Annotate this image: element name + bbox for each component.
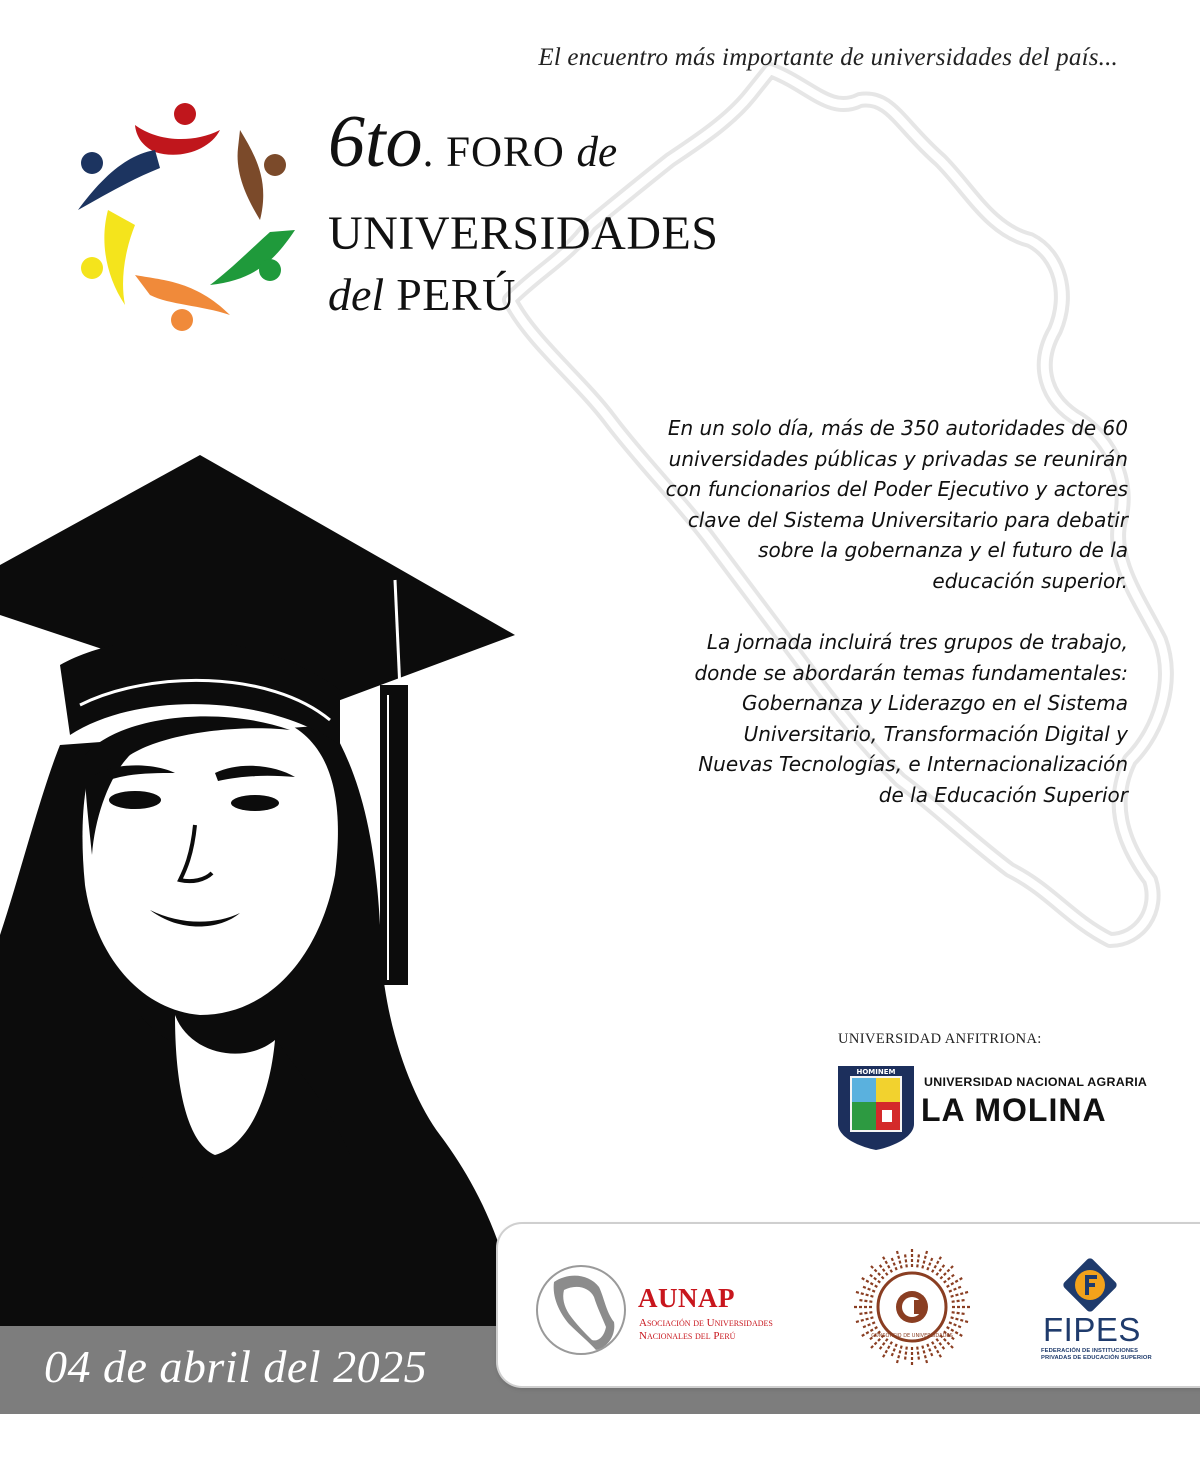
seal-ray <box>858 1312 872 1314</box>
logo-figure-yellow <box>81 210 135 305</box>
text-line: universidades públicas y privadas se reunirán <box>668 446 1128 471</box>
text-line: de la Educación Superior <box>878 782 1128 807</box>
fipes-f-mark-icon <box>1060 1255 1120 1315</box>
description-paragraph-2 <box>608 627 1128 811</box>
tagline: El encuentro más importante de universidades del país... <box>538 44 1118 71</box>
aunap-subtitle-line: Nacionales del Perú <box>639 1330 736 1342</box>
seal-ray <box>922 1249 927 1268</box>
seal-ray <box>952 1300 966 1302</box>
forum-title-line3 <box>328 268 516 321</box>
seal-ray <box>854 1317 873 1322</box>
title-peru: PERÚ <box>384 269 516 320</box>
aunap-emblem-icon <box>534 1262 628 1358</box>
seal-ray <box>936 1264 945 1275</box>
seal-ray <box>896 1346 901 1365</box>
seal-ray <box>936 1339 945 1350</box>
seal-ray <box>951 1317 970 1322</box>
seal-ray <box>949 1322 962 1327</box>
logo-figure-brown <box>238 130 286 220</box>
seal-ray <box>879 1264 888 1275</box>
text-line: Universitario, Transformación Digital y <box>743 721 1128 746</box>
seal-ray <box>944 1274 955 1283</box>
logo-figure-navy <box>78 150 160 210</box>
aunap-subtitle <box>639 1317 773 1343</box>
fipes-subtitle-line: PRIVADAS DE EDUCACIÓN SUPERIOR <box>1041 1355 1152 1361</box>
graduate-illustration <box>0 455 530 1327</box>
title-de: de <box>576 129 618 176</box>
text-line: con funcionarios del Poder Ejecutivo y actores <box>665 477 1128 502</box>
seal-ray <box>869 1274 880 1283</box>
seal-ray <box>862 1286 875 1291</box>
title-del: del <box>328 269 385 320</box>
people-circle-logo-icon <box>70 100 300 335</box>
text-line: En un solo día, más de 350 autoridades de 60 <box>667 416 1128 440</box>
seal-ray <box>896 1249 901 1268</box>
seal-ray <box>949 1286 962 1291</box>
host-university-label: UNIVERSIDAD ANFITRIONA: <box>838 1031 1042 1047</box>
text-line: La jornada incluirá tres grupos de trabajo, <box>706 630 1128 654</box>
seal-ray <box>917 1253 919 1267</box>
seal-ray <box>927 1344 932 1357</box>
crest-text: HOMINEM <box>856 1068 896 1076</box>
forum-title-line1 <box>328 100 617 185</box>
fipes-name: FIPES <box>1043 1311 1141 1348</box>
logo-figure-red <box>135 103 220 155</box>
text-line: educación superior. <box>932 568 1128 593</box>
consorcio-text: CONSORCIO DE UNIVERSIDADES <box>871 1333 953 1339</box>
text-line: donde se abordarán temas fundamentales: <box>694 660 1128 685</box>
title-ordinal: 6to <box>328 101 423 183</box>
forum-title-line2: UNIVERSIDADES <box>328 207 719 260</box>
seal-ray <box>858 1300 872 1302</box>
university-crest-icon <box>836 1064 916 1152</box>
text-line: Nuevas Tecnologías, e Internacionalización <box>698 752 1128 777</box>
fipes-subtitle-line: FEDERACIÓN DE INSTITUCIONES <box>1041 1348 1139 1354</box>
host-university-name: LA MOLINA <box>921 1092 1107 1128</box>
fipes-subtitle <box>1041 1348 1152 1362</box>
text-line: Gobernanza y Liderazgo en el Sistema <box>742 691 1128 716</box>
seal-ray <box>891 1257 896 1270</box>
event-date: 04 de abril del 2025 <box>44 1341 428 1392</box>
seal-ray <box>905 1253 907 1267</box>
seal-ray <box>891 1344 896 1357</box>
seal-ray <box>951 1291 970 1296</box>
seal-ray <box>952 1312 966 1314</box>
text-line: clave del Sistema Universitario para debatir <box>687 507 1128 532</box>
aunap-name: AUNAP <box>638 1283 735 1313</box>
seal-ray <box>905 1347 907 1361</box>
aunap-subtitle-line: Asociación de Universidades <box>639 1317 773 1329</box>
title-foro: . FORO <box>422 129 577 176</box>
consorcio-seal-icon <box>850 1245 974 1369</box>
seal-ray <box>927 1257 932 1270</box>
seal-ray <box>854 1291 873 1296</box>
description-paragraph-1 <box>608 413 1128 597</box>
seal-ray <box>917 1347 919 1361</box>
seal-ray <box>922 1346 927 1365</box>
logo-figure-green <box>210 230 295 285</box>
host-university-subtitle: UNIVERSIDAD NACIONAL AGRARIA <box>924 1075 1148 1089</box>
seal-ray <box>862 1322 875 1327</box>
text-line: sobre la gobernanza y el futuro de la <box>758 538 1128 563</box>
seal-ray <box>879 1339 888 1350</box>
